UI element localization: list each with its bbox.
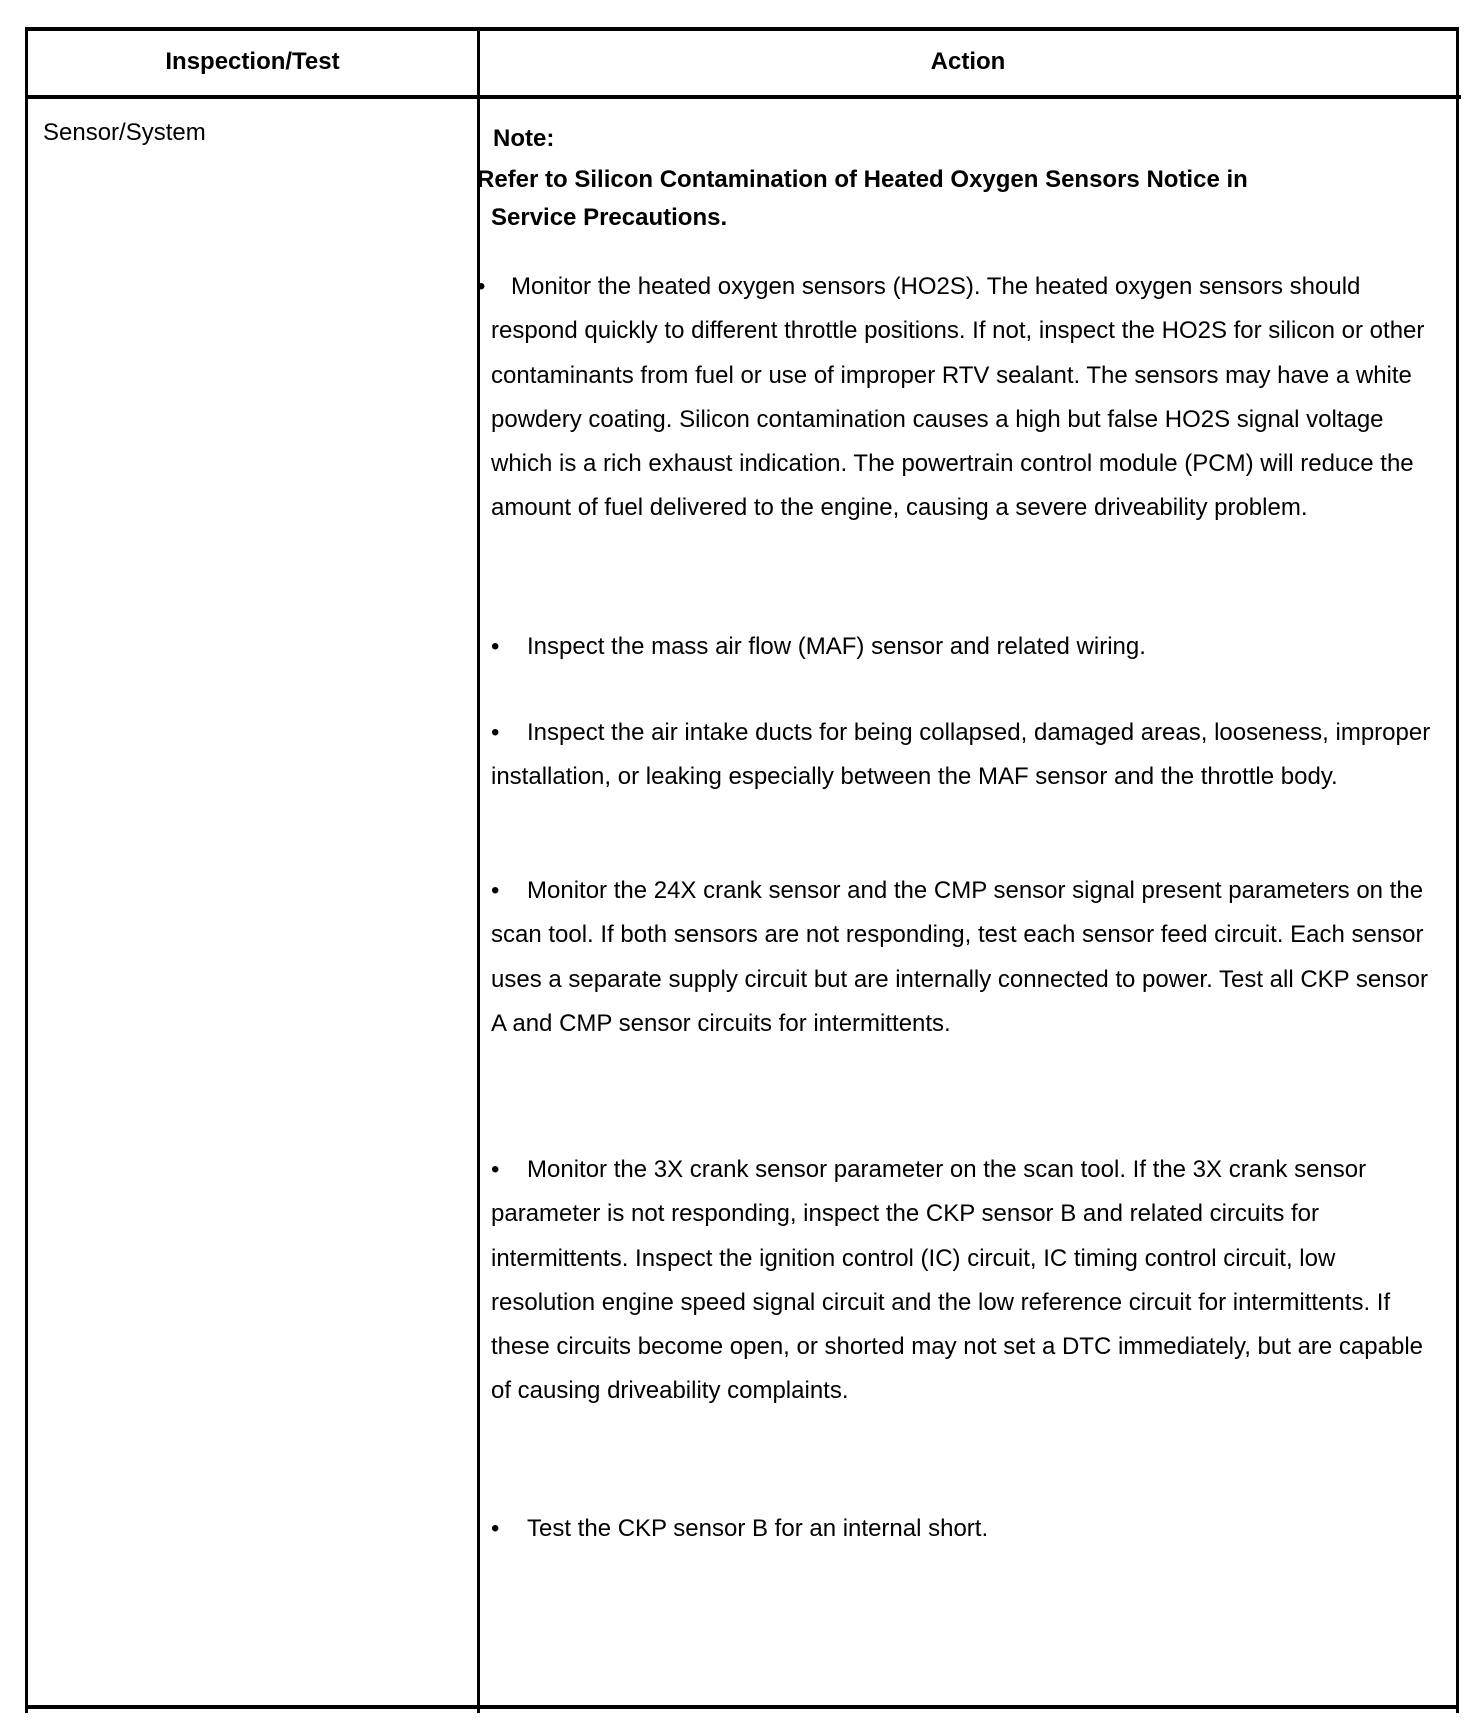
action-item-text: Monitor the 24X crank sensor and the CMP sensor signal present parameters on the scan tool. If both sensors are not responding, test each sensor feed circuit. Each sensor uses a separate supply circuit but are internally connected to power. Test all CKP sensor A and CMP sensor circuits for intermittents.	[491, 877, 1428, 1037]
action-item-text: Test the CKP sensor B for an internal short.	[527, 1515, 989, 1542]
inspection-cell: Sensor/System	[43, 119, 206, 146]
note-label: Note:	[493, 125, 555, 152]
note-line-1: Refer to Silicon Contamination of Heated Oxygen Sensors Notice in	[477, 166, 1248, 193]
action-item-text: Monitor the heated oxygen sensors (HO2S). The heated oxygen sensors should respond quickly to different throttle positions. If not, inspect the HO2S for silicon or other contaminants from fuel or use of improper RTV sealant. The sensors may have a white powdery coating. Silicon contamination causes a high but false HO2S signal voltage which is a rich exhaust indication. The powertrain control module (PCM) will reduce the amount of fuel delivered to the engine, causing a severe driveability problem.	[491, 273, 1425, 522]
note-text	[477, 161, 1417, 237]
bullet-icon: •	[491, 1515, 500, 1542]
action-item-text: Monitor the 3X crank sensor parameter on the scan tool. If the 3X crank sensor parameter is not responding, inspect the CKP sensor B and related circuits for intermittents. Inspect the ignition control (IC) circuit, IC timing control circuit, low resolution engine speed signal circuit and the low reference circuit for intermittents. If these circuits become open, or shorted may not set a DTC immediately, but are capable of causing driveability complaints.	[491, 1156, 1424, 1405]
bullet-icon: •	[491, 719, 500, 746]
table-right-border	[1456, 27, 1459, 1713]
action-item-ho2s	[477, 265, 1437, 531]
action-item-air-intake	[477, 711, 1437, 800]
bullet-icon: •	[491, 1156, 500, 1183]
action-cell	[477, 117, 1431, 1542]
action-item-ckp-b-short	[477, 1507, 1437, 1551]
bullet-icon: •	[491, 877, 500, 904]
bullet-icon: •	[491, 633, 500, 660]
action-item-maf	[477, 625, 1437, 669]
action-item-3x-crank	[477, 1148, 1437, 1414]
action-item-text: Inspect the mass air flow (MAF) sensor and related wiring.	[527, 633, 1146, 660]
action-item-24x-crank	[477, 869, 1437, 1046]
action-item-text: Inspect the air intake ducts for being collapsed, damaged areas, looseness, improper installation, or leaking especially between the MAF sensor and the throttle body.	[491, 719, 1431, 791]
table-left-border	[25, 27, 28, 1713]
header-action: Action	[930, 48, 1006, 75]
table-bottom-border	[25, 1705, 1459, 1709]
note-line-2: Service Precautions.	[491, 204, 728, 231]
header-inspection-test: Inspection/Test	[165, 48, 340, 75]
bullet-icon: •	[477, 273, 486, 300]
